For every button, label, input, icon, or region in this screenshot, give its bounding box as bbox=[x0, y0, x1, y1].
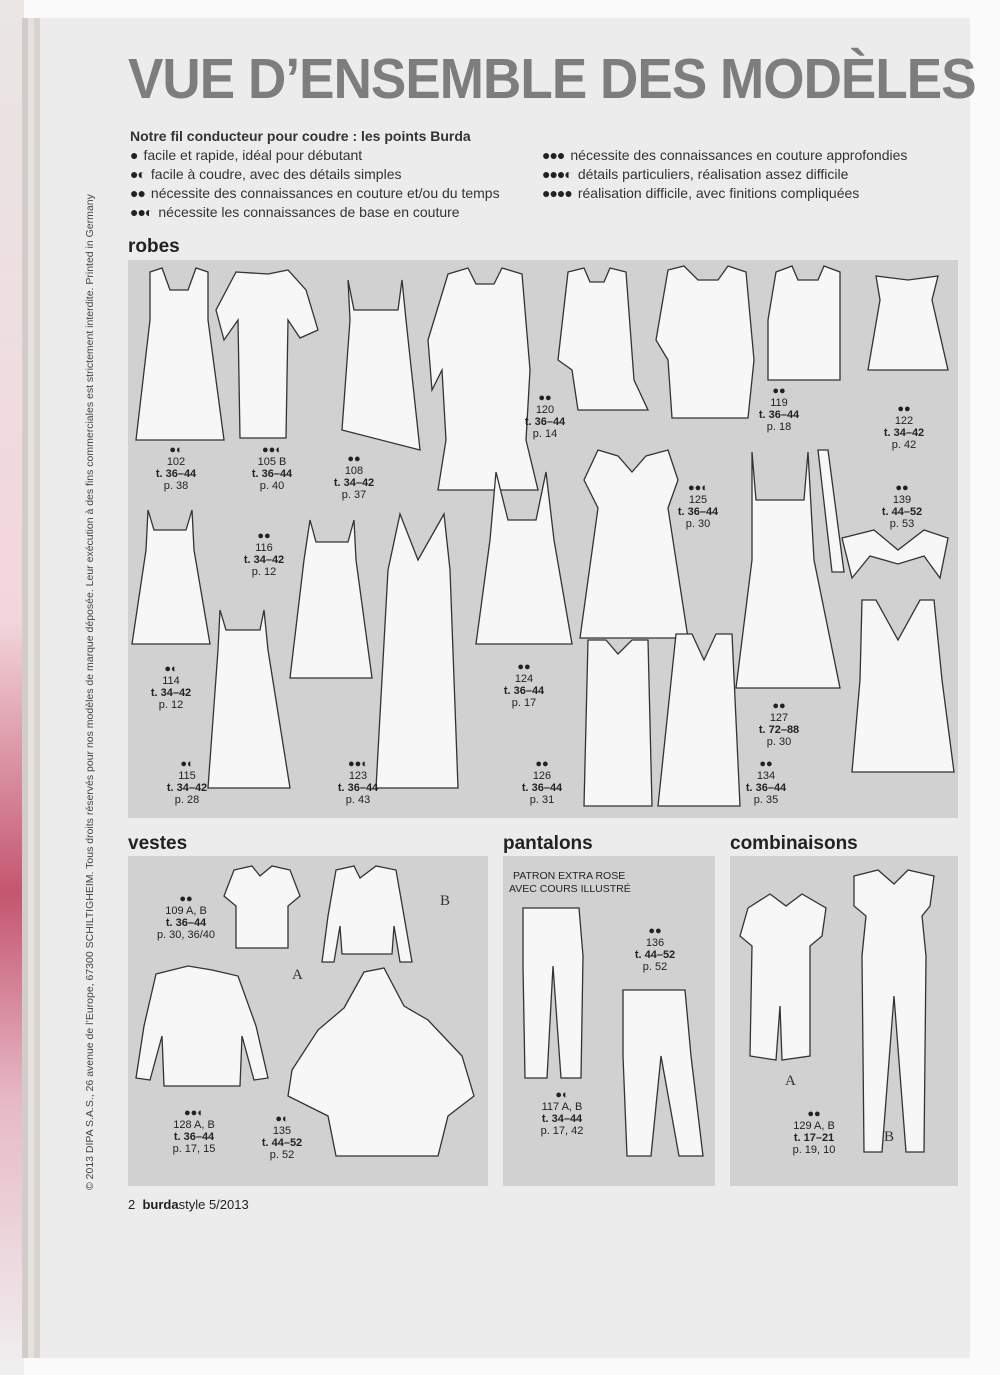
model-size: t. 36–44 bbox=[173, 1131, 215, 1143]
difficulty-dots: ● bbox=[130, 147, 138, 163]
variant-letter: B bbox=[884, 1129, 895, 1145]
model-label bbox=[509, 392, 581, 440]
difficulty-dots: ●◐ bbox=[169, 444, 183, 456]
page-title: VUE D’ENSEMBLE DES MODÈLES bbox=[128, 47, 976, 111]
model-page: p. 35 bbox=[753, 794, 779, 806]
model-label bbox=[730, 758, 802, 806]
note-cours: AVEC COURS ILLUSTRÉ bbox=[509, 883, 631, 895]
legend-heading: Notre fil conducteur pour coudre : les points Burda bbox=[130, 128, 471, 144]
model-page: p. 30, 36/40 bbox=[156, 929, 216, 941]
jumpsuit-129a-drawing bbox=[740, 894, 826, 1060]
model-number: 124 bbox=[514, 673, 534, 685]
trouser-136-drawing bbox=[623, 990, 703, 1156]
page-number: 2 bbox=[128, 1197, 136, 1212]
legend-text: réalisation difficile, avec finitions compliquées bbox=[577, 185, 860, 201]
dress-134-drawing bbox=[658, 634, 740, 806]
model-number: 122 bbox=[894, 415, 914, 427]
model-page: p. 30 bbox=[685, 518, 711, 530]
difficulty-dots: ●● bbox=[772, 700, 786, 712]
model-label bbox=[322, 758, 394, 806]
model-size: t. 34–42 bbox=[150, 687, 192, 699]
dress-102-drawing bbox=[136, 268, 224, 440]
model-page: p. 12 bbox=[158, 699, 184, 711]
legend-item bbox=[130, 185, 500, 201]
legend-text: détails particuliers, réalisation assez difficile bbox=[577, 166, 849, 182]
difficulty-dots: ●● bbox=[772, 385, 786, 397]
magazine-edge bbox=[0, 0, 24, 1375]
model-number: 119 bbox=[770, 397, 788, 409]
model-size: t. 44–52 bbox=[881, 506, 923, 518]
model-size: t. 34–42 bbox=[243, 554, 285, 566]
model-label bbox=[743, 700, 815, 748]
note-patron: PATRON EXTRA ROSE bbox=[513, 870, 626, 882]
model-size: t. 36–44 bbox=[745, 782, 787, 794]
model-label bbox=[662, 482, 734, 530]
model-page: p. 17, 15 bbox=[172, 1143, 216, 1155]
model-page: p. 37 bbox=[341, 489, 367, 501]
difficulty-dots: ●◐ bbox=[130, 166, 145, 182]
model-label bbox=[488, 661, 560, 709]
model-label bbox=[868, 403, 940, 451]
model-size: t. 34–42 bbox=[883, 427, 925, 439]
model-number: 127 bbox=[769, 712, 789, 724]
difficulty-dots: ●● bbox=[648, 925, 662, 937]
page-footer bbox=[128, 1197, 249, 1212]
dress-119-drawing bbox=[768, 266, 840, 380]
dress-124-drawing bbox=[476, 472, 572, 644]
dress-125-drawing bbox=[580, 450, 688, 638]
legend-text: facile à coudre, avec des détails simples bbox=[150, 166, 402, 182]
dress-116-drawing bbox=[290, 520, 372, 678]
model-number: 108 bbox=[344, 465, 364, 477]
dress-122-drawing bbox=[868, 276, 948, 370]
model-label bbox=[151, 758, 223, 806]
model-number: 126 bbox=[532, 770, 552, 782]
section-title-vestes: vestes bbox=[128, 833, 188, 854]
model-size: t. 72–88 bbox=[758, 724, 800, 736]
legend-item bbox=[130, 204, 460, 220]
model-page: p. 17, 42 bbox=[540, 1125, 584, 1137]
difficulty-dots: ●● bbox=[347, 453, 361, 465]
model-page: p. 52 bbox=[269, 1149, 295, 1161]
legend-item bbox=[130, 147, 362, 163]
model-page: p. 40 bbox=[259, 480, 285, 492]
difficulty-dots: ●●●◐ bbox=[542, 166, 572, 182]
dress-118-drawing bbox=[656, 266, 754, 418]
legend-text: nécessite des connaissances en couture et/ou du temps bbox=[150, 185, 500, 201]
model-page: p. 14 bbox=[532, 428, 558, 440]
legend-text: nécessite des connaissances en couture approfondies bbox=[570, 147, 908, 163]
variant-letter: A bbox=[785, 1073, 796, 1089]
model-size: t. 44–52 bbox=[261, 1137, 303, 1149]
difficulty-dots: ●●●● bbox=[542, 185, 572, 201]
section-title-combinaisons: combinaisons bbox=[730, 833, 858, 854]
section-title-robes: robes bbox=[128, 236, 180, 257]
difficulty-dots: ●● bbox=[257, 530, 271, 542]
model-size: t. 36–44 bbox=[677, 506, 719, 518]
model-label bbox=[236, 444, 308, 492]
model-number: 116 bbox=[255, 542, 273, 554]
model-label bbox=[506, 758, 578, 806]
model-page: p. 30 bbox=[766, 736, 792, 748]
model-size: t. 17–21 bbox=[793, 1132, 835, 1144]
model-label bbox=[743, 385, 815, 433]
model-number: 120 bbox=[535, 404, 555, 416]
model-number: 123 bbox=[348, 770, 368, 782]
model-page: p. 18 bbox=[766, 421, 792, 433]
model-size: t. 36–44 bbox=[758, 409, 800, 421]
model-label bbox=[246, 1113, 318, 1161]
model-page: p. 38 bbox=[163, 480, 189, 492]
model-label bbox=[135, 663, 207, 711]
model-page: p. 17 bbox=[511, 697, 537, 709]
model-number: 102 bbox=[166, 456, 186, 468]
model-number: 128 A, B bbox=[173, 1119, 215, 1131]
model-number: 136 bbox=[645, 937, 665, 949]
model-size: t. 36–44 bbox=[524, 416, 566, 428]
model-label bbox=[778, 1108, 850, 1156]
difficulty-dots: ●●● bbox=[542, 147, 565, 163]
dress-139-drawing bbox=[852, 600, 954, 772]
model-size: t. 34–42 bbox=[333, 477, 375, 489]
difficulty-dots: ●● bbox=[538, 392, 552, 404]
model-number: 139 bbox=[892, 494, 912, 506]
section-title-pantalons: pantalons bbox=[503, 833, 593, 854]
difficulty-dots: ●●◐ bbox=[262, 444, 282, 456]
model-label bbox=[526, 1089, 598, 1137]
model-size: t. 36–44 bbox=[165, 917, 207, 929]
variant-letter: A bbox=[292, 967, 303, 983]
brand-rest: style bbox=[178, 1197, 206, 1212]
legend-text: facile et rapide, idéal pour débutant bbox=[143, 147, 363, 163]
model-number: 134 bbox=[756, 770, 776, 782]
model-label bbox=[150, 893, 222, 941]
difficulty-dots: ●◐ bbox=[275, 1113, 289, 1125]
difficulty-dots: ●◐ bbox=[164, 663, 178, 675]
difficulty-dots: ●◐ bbox=[180, 758, 194, 770]
trouser-117-drawing bbox=[523, 908, 583, 1078]
difficulty-dots: ●● bbox=[895, 482, 909, 494]
model-number: 114 bbox=[162, 675, 180, 687]
difficulty-dots: ●◐ bbox=[555, 1089, 569, 1101]
model-page: p. 12 bbox=[251, 566, 277, 578]
model-number: 105 B bbox=[257, 456, 287, 468]
difficulty-dots: ●● bbox=[807, 1108, 821, 1120]
model-size: t. 34–44 bbox=[541, 1113, 583, 1125]
model-label bbox=[140, 444, 212, 492]
model-number: 109 A, B bbox=[165, 905, 207, 917]
difficulty-dots: ●●◐ bbox=[184, 1107, 204, 1119]
dress-121-drawing bbox=[558, 268, 648, 410]
difficulty-dots: ●●◐ bbox=[348, 758, 368, 770]
legend-item bbox=[542, 147, 907, 163]
legend-item bbox=[130, 166, 402, 182]
model-number: 117 A, B bbox=[541, 1101, 583, 1113]
model-page: p. 53 bbox=[889, 518, 915, 530]
dress-114-drawing bbox=[132, 510, 210, 644]
brand-bold: burda bbox=[142, 1197, 179, 1212]
model-number: 115 bbox=[178, 770, 196, 782]
sash-127-drawing bbox=[818, 450, 844, 572]
model-page: p. 42 bbox=[891, 439, 917, 451]
variant-letter: B bbox=[440, 893, 451, 909]
model-size: t. 36–44 bbox=[503, 685, 545, 697]
model-page: p. 52 bbox=[642, 961, 668, 973]
model-label bbox=[228, 530, 300, 578]
model-size: t. 34–42 bbox=[166, 782, 208, 794]
issue-number: 5/2013 bbox=[208, 1197, 249, 1212]
model-label bbox=[866, 482, 938, 530]
model-size: t. 36–44 bbox=[155, 468, 197, 480]
legend-text: nécessite les connaissances de base en couture bbox=[158, 204, 460, 220]
model-number: 135 bbox=[272, 1125, 292, 1137]
dress-126-drawing bbox=[584, 640, 652, 806]
difficulty-dots: ●● bbox=[535, 758, 549, 770]
collar-139-drawing bbox=[842, 530, 948, 578]
difficulty-dots: ●● bbox=[897, 403, 911, 415]
copyright-sidebar: © 2013 DIPA S.A.S., 26 avenue de l’Europe, 67300 SCHILTIGHEIM. Tous droits réservés pour nos modèles de marque déposée. Leur exécution à des fins commerciales est strictement interdite. Printed in Germany bbox=[84, 194, 96, 1190]
model-number: 129 A, B bbox=[793, 1120, 835, 1132]
dress-108-drawing bbox=[342, 280, 420, 450]
model-label bbox=[318, 453, 390, 501]
model-size: t. 36–44 bbox=[337, 782, 379, 794]
difficulty-dots: ●● bbox=[179, 893, 193, 905]
model-page: p. 43 bbox=[345, 794, 371, 806]
difficulty-dots: ●● bbox=[759, 758, 773, 770]
difficulty-dots: ●●◐ bbox=[688, 482, 708, 494]
jacket-109a-drawing bbox=[224, 866, 300, 948]
model-label bbox=[619, 925, 691, 973]
jacket-128-drawing bbox=[136, 966, 268, 1086]
dress-120-drawing bbox=[428, 268, 538, 490]
legend-item bbox=[542, 185, 859, 201]
model-page: p. 28 bbox=[174, 794, 200, 806]
model-number: 125 bbox=[688, 494, 708, 506]
model-size: t. 36–44 bbox=[251, 468, 293, 480]
jacket-109b-drawing bbox=[322, 866, 412, 962]
legend-item bbox=[542, 166, 848, 182]
difficulty-dots: ●● bbox=[517, 661, 531, 673]
dress-123-drawing bbox=[376, 514, 458, 788]
model-page: p. 19, 10 bbox=[792, 1144, 836, 1156]
model-size: t. 44–52 bbox=[634, 949, 676, 961]
model-page: p. 31 bbox=[529, 794, 555, 806]
model-label bbox=[158, 1107, 230, 1155]
difficulty-dots: ●●◐ bbox=[130, 204, 153, 220]
jumpsuit-129b-drawing bbox=[854, 870, 934, 1152]
dress-105-drawing bbox=[216, 270, 318, 438]
difficulty-dots: ●● bbox=[130, 185, 145, 201]
model-size: t. 36–44 bbox=[521, 782, 563, 794]
